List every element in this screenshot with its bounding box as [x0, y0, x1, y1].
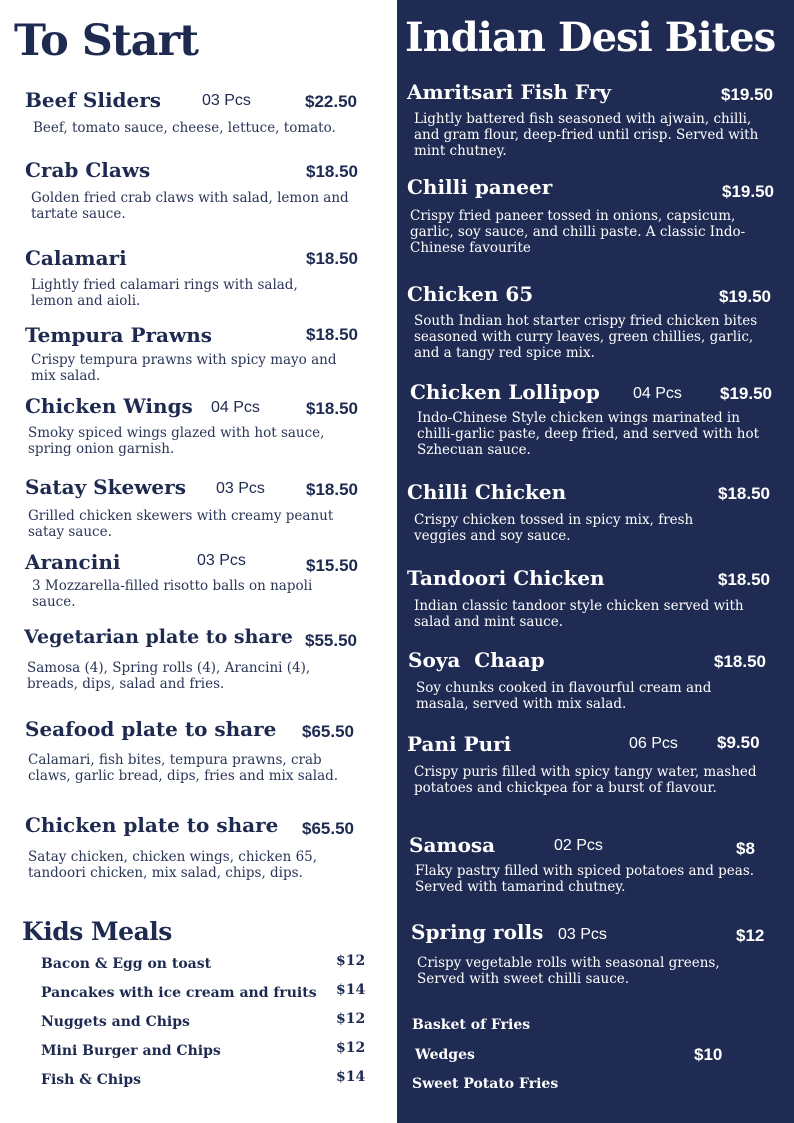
item-description: Indian classic tandoor style chicken served with salad and mint sauce. [414, 598, 744, 630]
item-price: $19.50 [719, 287, 771, 306]
item-price: $65.50 [302, 722, 354, 741]
item-pieces: 03 Pcs [558, 926, 607, 943]
item-name: Chicken Wings [25, 394, 193, 418]
item-name: Vegetarian plate to share [24, 626, 293, 648]
item-price: $55.50 [305, 631, 357, 650]
item-description: South Indian hot starter crispy fried chicken bites seasoned with curry leaves, green chillies, garlic, and a tangy red spice mix. [414, 313, 758, 361]
item-name: Spring rolls [411, 920, 544, 944]
item-description: Crispy tempura prawns with spicy mayo and mix salad. [31, 352, 337, 384]
item-description: Indo-Chinese Style chicken wings marinated in chilli-garlic paste, deep fried, and served with hot Szhecuan sauce. [417, 410, 759, 458]
indian-desi-bites-title: Indian Desi Bites [405, 14, 776, 61]
item-name: Satay Skewers [25, 475, 186, 499]
item-description: Lightly battered fish seasoned with ajwain, chilli, and gram flour, deep-fried until crisp. Served with mint chutney. [414, 111, 759, 159]
item-name: Chilli Chicken [407, 480, 567, 504]
fries-price: $10 [694, 1045, 723, 1064]
item-pieces: 06 Pcs [629, 735, 678, 752]
item-price: $65.50 [302, 819, 354, 838]
kids-item-name: Bacon & Egg on toast [41, 956, 212, 972]
item-description: Calamari, fish bites, tempura prawns, crab claws, garlic bread, dips, fries and mix salad. [28, 752, 339, 784]
kids-meals-title: Kids Meals [22, 917, 172, 946]
item-name: Chicken plate to share [25, 813, 279, 837]
item-name: Amritsari Fish Fry [407, 80, 611, 104]
item-price: $22.50 [305, 92, 357, 111]
item-pieces: 04 Pcs [211, 399, 260, 416]
item-description: 3 Mozzarella-filled risotto balls on napoli sauce. [32, 578, 313, 610]
item-description: Samosa (4), Spring rolls (4), Arancini (4), breads, dips, salad and fries. [27, 660, 311, 692]
item-name: Samosa [409, 833, 496, 857]
kids-item-price: $12 [336, 953, 366, 969]
item-name: Tempura Prawns [25, 323, 213, 347]
kids-item-price: $12 [336, 1011, 366, 1027]
item-name: Beef Sliders [25, 88, 162, 112]
item-price: $8 [736, 839, 755, 858]
item-name: Chilli paneer [407, 175, 553, 199]
fries-item-name: Wedges [415, 1047, 475, 1063]
item-name: Chicken Lollipop [410, 380, 600, 404]
fries-item-name: Sweet Potato Fries [412, 1076, 559, 1092]
item-name: Tandoori Chicken [407, 566, 605, 590]
item-price: $18.50 [718, 570, 770, 589]
item-name: Calamari [25, 246, 127, 270]
item-description: Satay chicken, chicken wings, chicken 65, tandoori chicken, mix salad, chips, dips. [28, 849, 318, 881]
item-price: $18.50 [306, 249, 358, 268]
kids-item-name: Fish & Chips [41, 1072, 142, 1088]
kids-item-name: Pancakes with ice cream and fruits [41, 985, 317, 1001]
item-description: Smoky spiced wings glazed with hot sauce, spring onion garnish. [28, 425, 325, 457]
item-name: Arancini [25, 550, 121, 574]
item-price: $18.50 [306, 480, 358, 499]
item-description: Beef, tomato sauce, cheese, lettuce, tomato. [33, 120, 336, 136]
kids-item-price: $14 [336, 1069, 366, 1085]
item-price: $18.50 [718, 484, 770, 503]
kids-item-name: Mini Burger and Chips [41, 1043, 221, 1059]
indian-desi-bites-column [397, 0, 794, 1123]
item-price: $18.50 [714, 652, 766, 671]
kids-item-price: $12 [336, 1040, 366, 1056]
item-description: Soy chunks cooked in flavourful cream and masala, served with mix salad. [416, 680, 712, 712]
item-pieces: 03 Pcs [202, 92, 251, 109]
item-price: $19.50 [722, 182, 774, 201]
item-name: Crab Claws [25, 158, 151, 182]
fries-item-name: Basket of Fries [412, 1017, 531, 1033]
kids-item-price: $14 [336, 982, 366, 998]
item-pieces: 03 Pcs [197, 552, 246, 569]
item-price: $18.50 [306, 162, 358, 181]
item-price: $19.50 [720, 384, 772, 403]
item-description: Flaky pastry filled with spiced potatoes and peas. Served with tamarind chutney. [415, 863, 755, 895]
item-description: Crispy puris filled with spicy tangy water, mashed potatoes and chickpea for a burst of flavour. [414, 764, 757, 796]
item-price: $9.50 [717, 733, 760, 752]
item-name: Seafood plate to share [25, 717, 277, 741]
to-start-title: To Start [14, 16, 199, 66]
item-description: Golden fried crab claws with salad, lemon and tartate sauce. [31, 190, 349, 222]
item-price: $12 [736, 926, 765, 945]
kids-item-name: Nuggets and Chips [41, 1014, 190, 1030]
item-pieces: 03 Pcs [216, 480, 265, 497]
item-price: $18.50 [306, 399, 358, 418]
item-name: Chicken 65 [407, 282, 534, 306]
item-price: $19.50 [721, 85, 773, 104]
item-price: $18.50 [306, 325, 358, 344]
item-price: $15.50 [306, 556, 358, 575]
item-name: Pani Puri [407, 732, 512, 756]
item-pieces: 02 Pcs [554, 837, 603, 854]
item-description: Crispy chicken tossed in spicy mix, fresh veggies and soy sauce. [414, 512, 694, 544]
item-pieces: 04 Pcs [633, 385, 682, 402]
item-description: Lightly fried calamari rings with salad, lemon and aioli. [31, 277, 298, 309]
item-name: Soya Chaap [408, 648, 545, 672]
item-description: Grilled chicken skewers with creamy peanut satay sauce. [28, 508, 334, 540]
item-description: Crispy fried paneer tossed in onions, capsicum, garlic, soy sauce, and chilli paste. A classic Indo-Chinese favourite [410, 208, 746, 256]
item-description: Crispy vegetable rolls with seasonal greens, Served with sweet chilli sauce. [417, 955, 720, 987]
